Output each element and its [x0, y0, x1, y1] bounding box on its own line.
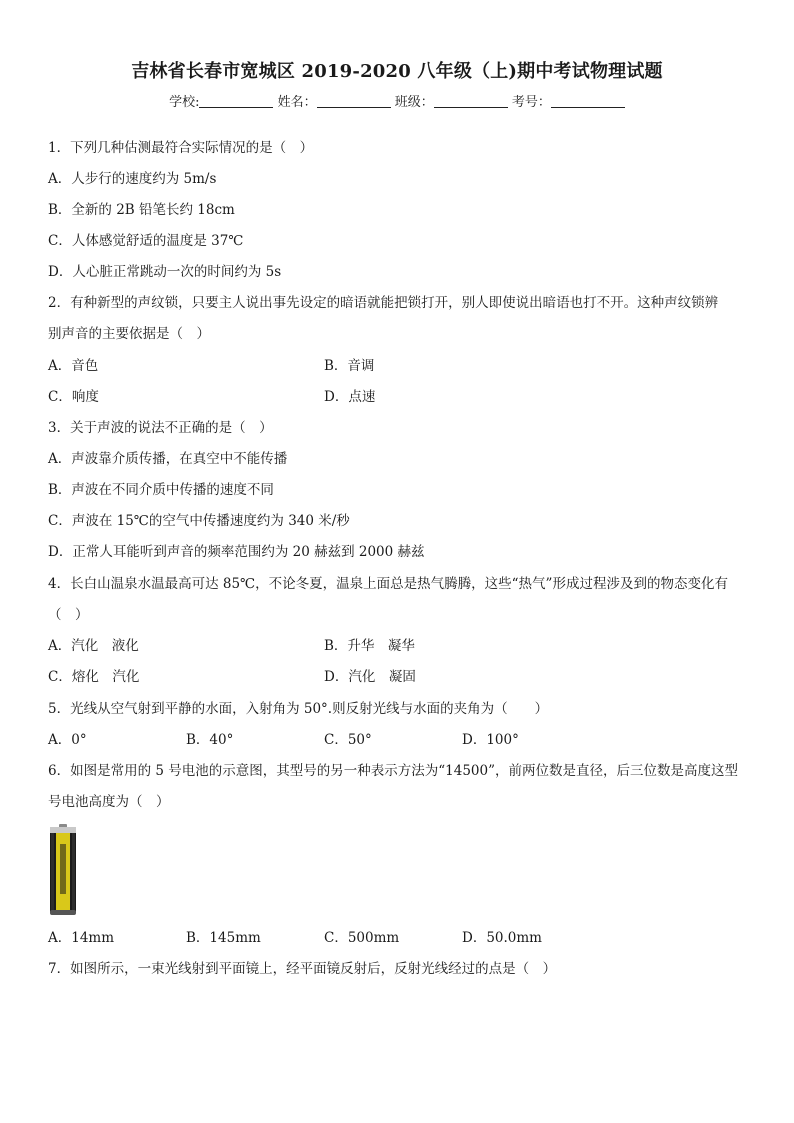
q6-stem-line2: 号电池高度为（ ）	[48, 794, 170, 810]
page-title: 吉林省长春市宽城区 2019-2020 八年级（上)期中考试物理试题	[131, 61, 663, 82]
q6-option-c: C．500mm	[324, 930, 400, 946]
q5-option-c: C．50°	[324, 732, 372, 748]
q4-stem-line1: 4．长白山温泉水温最高可达 85℃，不论冬夏，温泉上面总是热气腾腾，这些“热气”形成过程涉及到的物态变化有	[48, 576, 728, 592]
q3-option-d: D．正常人耳能听到声音的频率范围约为 20 赫兹到 2000 赫兹	[48, 544, 425, 560]
q6-option-b: B．145mm	[186, 930, 261, 946]
q2-stem-line2: 别声音的主要依据是（ ）	[48, 326, 210, 342]
q1-option-b: B．全新的 2B 铅笔长约 18cm	[48, 202, 235, 218]
q5-stem: 5．光线从空气射到平静的水面，入射角为 50°.则反射光线与水面的夹角为（ ）	[48, 701, 549, 717]
q6-option-d: D．50.0mm	[462, 930, 542, 946]
q1-stem: 1．下列几种估测最符合实际情况的是（ ）	[48, 140, 314, 156]
q7-stem: 7．如图所示，一束光线射到平面镜上，经平面镜反射后，反射光线经过的点是（ ）	[48, 961, 557, 977]
school-label: 学校:	[169, 95, 200, 110]
q2-option-d: D．点速	[324, 389, 376, 405]
q3-option-a: A．声波靠介质传播，在真空中不能传播	[48, 451, 288, 467]
q3-option-b: B．声波在不同介质中传播的速度不同	[48, 482, 274, 498]
class-label: 班级：	[394, 95, 434, 110]
q5-option-d: D．100°	[462, 732, 519, 748]
q4-option-c: C．熔化 汽化	[48, 669, 140, 685]
number-label: 考号：	[511, 95, 551, 110]
q1-option-c: C．人体感觉舒适的温度是 37℃	[48, 233, 244, 249]
q2-option-c: C．响度	[48, 389, 99, 405]
q4-option-d: D．汽化 凝固	[324, 669, 416, 685]
school-blank[interactable]	[199, 95, 273, 108]
q3-option-c: C．声波在 15℃的空气中传播速度约为 340 米/秒	[48, 513, 350, 529]
q2-option-a: A．音色	[48, 358, 99, 374]
q1-option-d: D．人心脏正常跳动一次的时间约为 5s	[48, 264, 282, 280]
battery-image	[46, 824, 80, 916]
q2-stem-line1: 2．有种新型的声纹锁，只要主人说出事先设定的暗语就能把锁打开，别人即使说出暗语也打不开。这种声纹锁辨	[48, 295, 719, 311]
q4-option-b: B．升华 凝华	[324, 638, 415, 654]
q1-option-a: A．人步行的速度约为 5m/s	[48, 171, 217, 187]
name-blank[interactable]	[317, 95, 391, 108]
number-blank[interactable]	[551, 95, 625, 108]
q5-option-a: A．0°	[48, 732, 87, 748]
q6-stem-line1: 6．如图是常用的 5 号电池的示意图，其型号的另一种表示方法为“14500”，前两位数是直径，后三位数是高度这型	[48, 763, 739, 779]
name-label: 姓名：	[277, 95, 317, 110]
student-info-line	[0, 91, 794, 110]
q3-stem: 3．关于声波的说法不正确的是（ ）	[48, 420, 273, 436]
q4-option-a: A．汽化 液化	[48, 638, 139, 654]
q5-option-b: B．40°	[186, 732, 234, 748]
q4-stem-line2: （ ）	[48, 607, 89, 623]
class-blank[interactable]	[434, 95, 508, 108]
q6-option-a: A．14mm	[48, 930, 115, 946]
q2-option-b: B．音调	[324, 358, 375, 374]
